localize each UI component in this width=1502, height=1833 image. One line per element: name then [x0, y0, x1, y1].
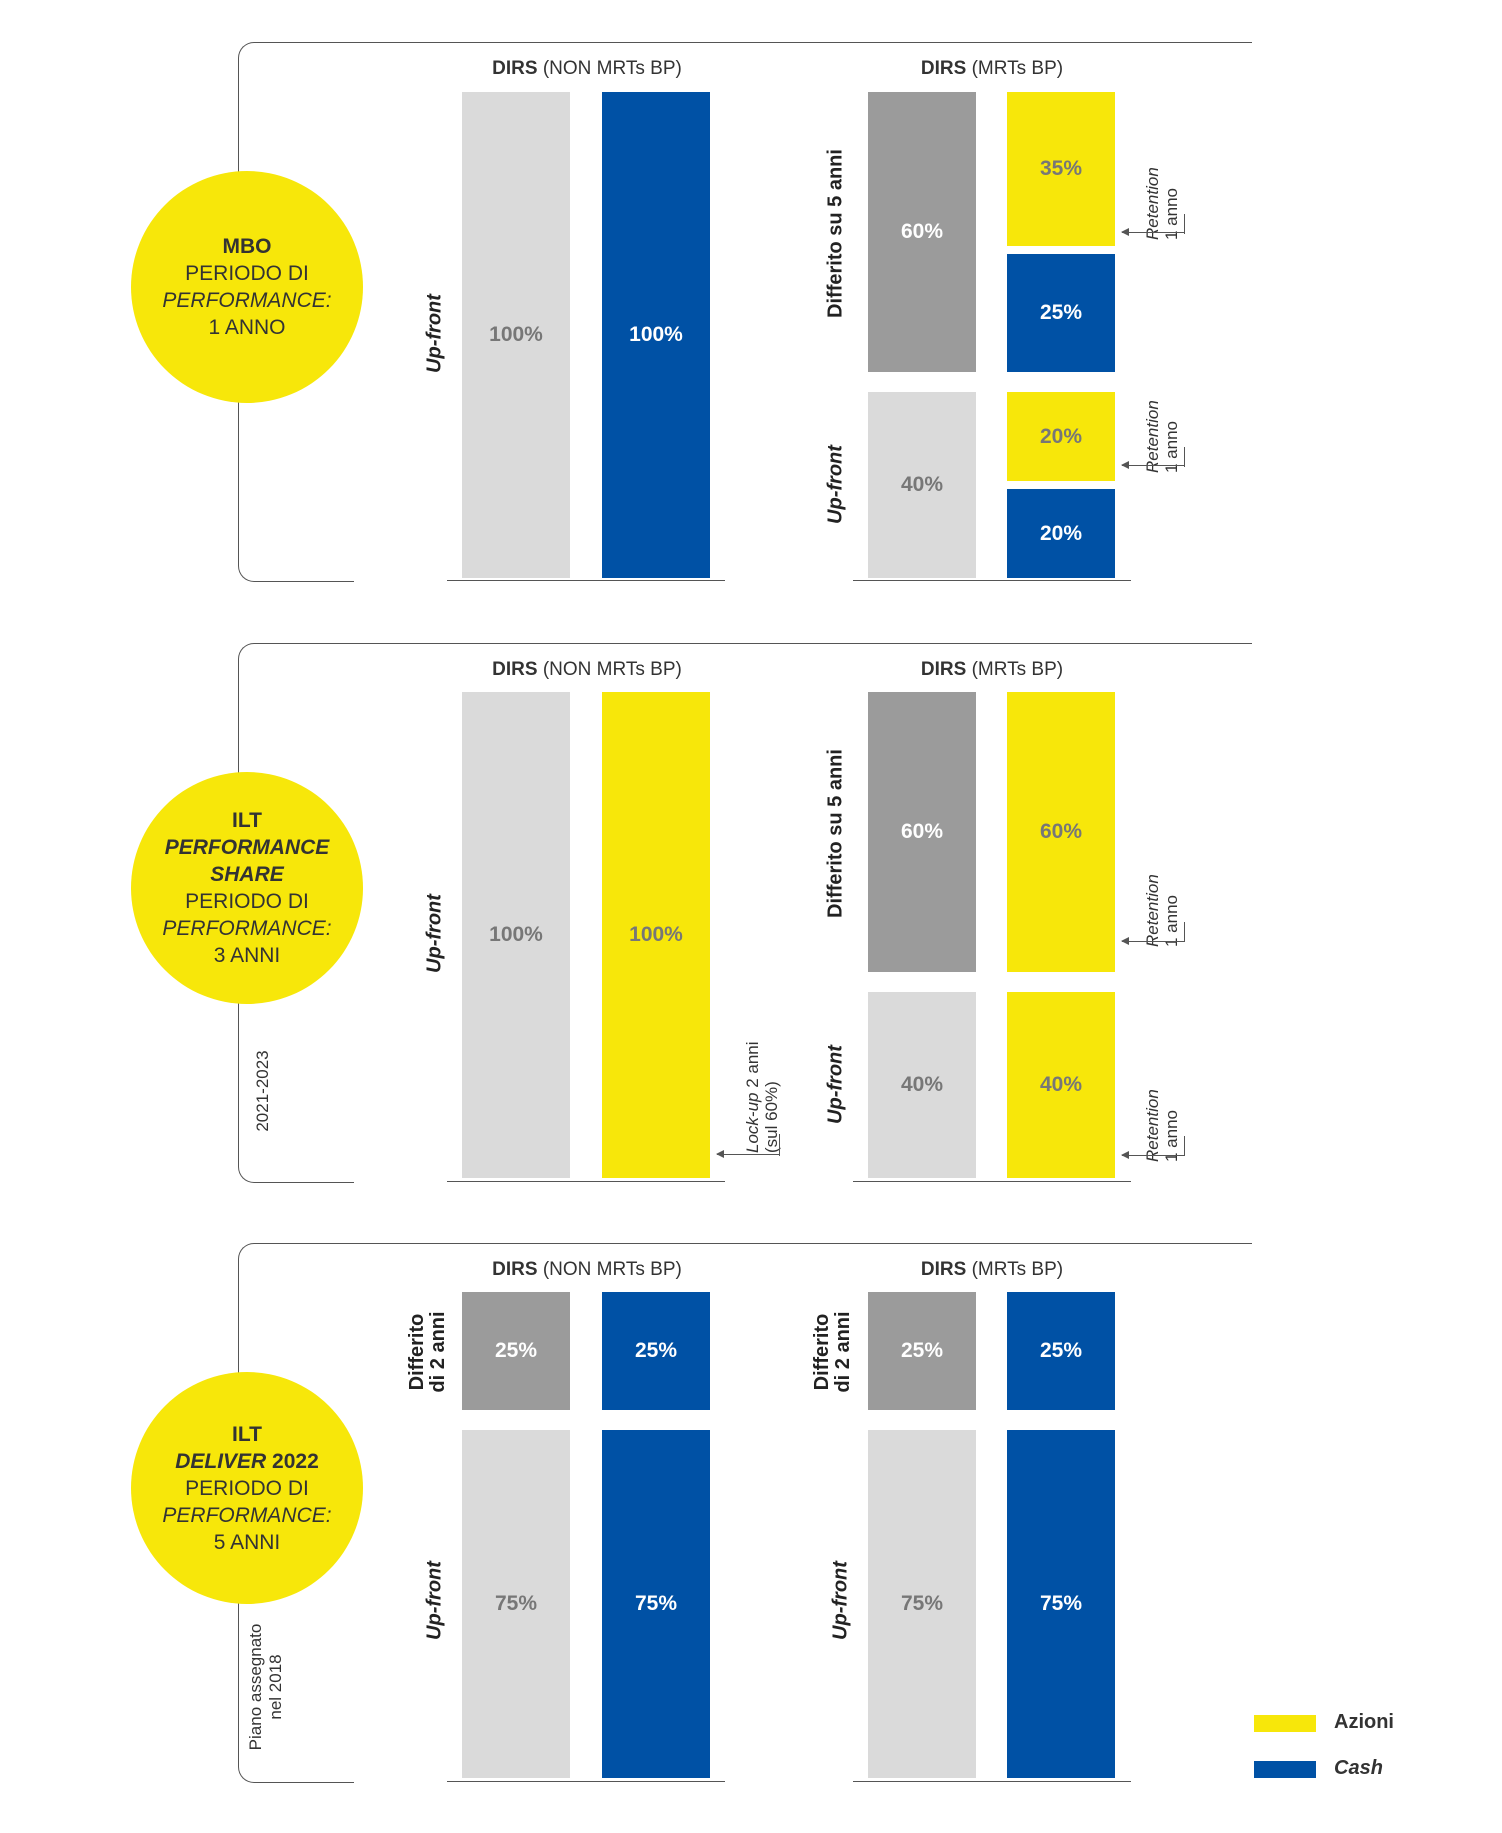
bar-blue-upfront: 20% [1007, 489, 1115, 578]
retention-note: Retention 1 anno [1143, 167, 1181, 240]
retention-note: Retention 1 anno [1143, 874, 1181, 947]
circle-title-italic: PERFORMANCE [164, 836, 330, 859]
upfront-label: Up-front [824, 1045, 847, 1124]
bar-blue-deferred: 25% [1007, 1292, 1115, 1410]
upfront-label: Up-front [829, 1561, 852, 1640]
bar-blue-deferred: 25% [602, 1292, 710, 1410]
baseline [447, 1181, 725, 1182]
mbo-top-line [254, 42, 1252, 43]
deferred-label: Differito su 5 anni [824, 149, 847, 318]
legend-swatch-cash [1254, 1761, 1316, 1778]
retention-arrow [1122, 465, 1184, 466]
circle-title: MBO [222, 235, 272, 258]
circle-text: PERIODO DI [185, 890, 309, 913]
ilt-deliver-circle: ILT DELIVER 2022 PERIODO DI PERFORMANCE: 5 ANNI [131, 1372, 363, 1604]
retention-arrow [1122, 1155, 1184, 1156]
bar-gray-deferred: 25% [868, 1292, 976, 1410]
bar-gray-upfront: 40% [868, 992, 976, 1178]
bar-gray-upfront: 100% [462, 692, 570, 1178]
header-mrt: DIRS (MRTs BP) [920, 1259, 1064, 1280]
retention-note: Retention 1 anno [1143, 400, 1181, 473]
bar-yellow-deferred: 35% [1007, 92, 1115, 246]
baseline [447, 580, 725, 581]
bar-yellow-deferred: 60% [1007, 692, 1115, 972]
lockup-arrow [717, 1154, 779, 1155]
side-note-years: 2021-2023 [253, 1050, 272, 1132]
bar-blue-upfront: 100% [602, 92, 710, 578]
bar-gray-upfront: 75% [868, 1430, 976, 1778]
ilt-ps-circle [131, 772, 363, 1004]
upfront-label: Up-front [423, 294, 446, 373]
bar-blue-upfront: 75% [602, 1430, 710, 1778]
circle-text-italic: PERFORMANCE: [162, 917, 332, 940]
circle-title: ILT [232, 1422, 262, 1446]
circle-title-italic: DELIVER [175, 1449, 267, 1473]
ilt-deliver-top-line [254, 1243, 1252, 1244]
side-note-plan: Piano assegnato nel 2018 [246, 1623, 285, 1751]
bar-gray-upfront: 100% [462, 92, 570, 578]
bar-yellow-upfront: 40% [1007, 992, 1115, 1178]
retention-tick [1184, 214, 1185, 234]
legend-swatch-azioni [1254, 1715, 1316, 1732]
retention-tick [1184, 922, 1185, 942]
upfront-label: Up-front [423, 1561, 446, 1640]
baseline [853, 580, 1131, 581]
circle-text-italic: PERFORMANCE: [162, 289, 332, 312]
baseline [853, 1181, 1131, 1182]
baseline [853, 1781, 1131, 1782]
bar-gray-deferred: 60% [868, 692, 976, 972]
circle-text: PERIODO DI [185, 1476, 309, 1500]
bar-gray-deferred: 60% [868, 92, 976, 372]
circle-text: PERIODO DI [185, 262, 309, 285]
legend-label-azioni: Azioni [1334, 1711, 1394, 1733]
header-non-mrt: DIRS (NON MRTs BP) [492, 1259, 682, 1280]
header-mrt: DIRS (MRTs BP) [920, 58, 1064, 79]
circle-title-italic: SHARE [210, 863, 284, 886]
bar-gray-upfront: 40% [868, 392, 976, 578]
bar-yellow-upfront: 100% [602, 692, 710, 1178]
baseline [447, 1781, 725, 1782]
header-non-mrt: DIRS (NON MRTs BP) [492, 58, 682, 79]
retention-arrow [1122, 232, 1184, 233]
bar-blue-upfront: 75% [1007, 1430, 1115, 1778]
lockup-tick [779, 1134, 780, 1156]
circle-text-italic: PERFORMANCE: [162, 1503, 332, 1527]
lockup-note: Lock-up 2 anni (sul 60%) [743, 1041, 781, 1153]
retention-tick [1184, 447, 1185, 467]
circle-title: ILT [232, 809, 262, 832]
circle-period: 5 ANNI [213, 1530, 281, 1554]
circle-period: 1 ANNO [208, 316, 286, 339]
bar-gray-deferred: 25% [462, 1292, 570, 1410]
legend-label-cash: Cash [1334, 1757, 1383, 1779]
bar-yellow-upfront: 20% [1007, 392, 1115, 481]
header-mrt: DIRS (MRTs BP) [920, 659, 1064, 680]
mbo-circle [131, 171, 363, 403]
header-non-mrt: DIRS (NON MRTs BP) [492, 659, 682, 680]
retention-note: Retention 1 anno [1143, 1089, 1181, 1162]
retention-arrow [1122, 941, 1184, 942]
ilt-ps-top-line [254, 643, 1252, 644]
bar-gray-upfront: 75% [462, 1430, 570, 1778]
deferred-label: Differito di 2 anni [406, 1311, 449, 1393]
retention-tick [1184, 1136, 1185, 1156]
bar-blue-deferred: 25% [1007, 254, 1115, 372]
upfront-label: Up-front [423, 894, 446, 973]
deferred-label: Differito di 2 anni [811, 1311, 854, 1393]
upfront-label: Up-front [824, 445, 847, 524]
deferred-label: Differito su 5 anni [824, 749, 847, 918]
circle-period: 3 ANNI [213, 944, 281, 967]
